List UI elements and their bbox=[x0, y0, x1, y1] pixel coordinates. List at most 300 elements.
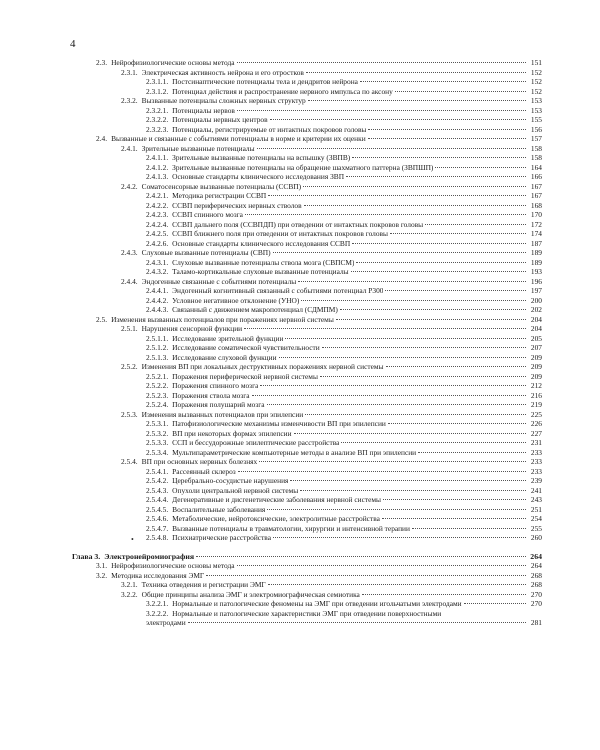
toc-entry-label bbox=[146, 448, 416, 458]
toc-entry-label bbox=[146, 467, 236, 477]
toc-entry-label bbox=[146, 372, 318, 382]
toc-entry-title: Таламо-кортикальные слуховые вызванные потенциалы bbox=[172, 267, 349, 276]
toc-entry-label bbox=[146, 229, 388, 239]
toc-entry-title: Зрительные вызванные потенциалы на обращение шахматного паттерна (ЗВПШП) bbox=[172, 162, 434, 172]
toc-entry bbox=[72, 239, 542, 249]
toc-entry bbox=[72, 353, 542, 363]
dot-leader bbox=[306, 72, 526, 73]
toc-entry-page: 233 bbox=[530, 457, 542, 466]
toc-entry-title: Зрительные вызванные потенциалы на вспышку (ЗВПВ) bbox=[172, 153, 351, 162]
toc-entry-page: 254 bbox=[530, 514, 542, 523]
dot-leader bbox=[360, 81, 526, 82]
toc-entry-number: 2.4. bbox=[96, 134, 108, 143]
dot-leader bbox=[425, 224, 526, 225]
dot-leader bbox=[308, 100, 526, 101]
toc-entry-label bbox=[121, 590, 360, 600]
toc-entry-title: Постсинаптические потенциалы тела и дендритов нейрона bbox=[172, 77, 358, 86]
dot-leader bbox=[196, 556, 526, 557]
dot-leader bbox=[356, 262, 526, 263]
dot-leader bbox=[188, 622, 526, 623]
toc-entry-number: 2.5.3.3. bbox=[146, 438, 169, 447]
toc-entry-page: 205 bbox=[530, 333, 542, 343]
toc-entry bbox=[72, 514, 542, 524]
toc-entry-title: Слуховые вызванные потенциалы ствола мозга (СВПСМ) bbox=[172, 257, 355, 267]
toc-entry-label bbox=[146, 618, 186, 628]
page-number: 4 bbox=[70, 38, 76, 50]
toc-entry-title: Поражения спинного мозга bbox=[172, 381, 259, 390]
toc-entry-label bbox=[121, 68, 304, 78]
toc-entry-number: 2.4.2.3. bbox=[146, 210, 169, 219]
toc-entry bbox=[72, 343, 542, 353]
toc-entry-label bbox=[146, 495, 381, 505]
dot-leader bbox=[268, 584, 526, 585]
toc-entry-page: 260 bbox=[530, 533, 542, 542]
toc-entry bbox=[72, 391, 542, 401]
dot-leader bbox=[257, 148, 526, 149]
toc-entry-number: 3.1. bbox=[96, 561, 108, 570]
toc-entry-page: 268 bbox=[530, 580, 542, 589]
toc-entry-label bbox=[146, 163, 433, 173]
toc-entry-title: Патофизиологические механизмы изменчивости ВП при эпилепсии bbox=[172, 419, 386, 428]
toc-entry-page: 264 bbox=[530, 551, 542, 561]
toc-entry-page: 264 bbox=[530, 561, 542, 570]
toc-entry-label bbox=[146, 87, 393, 97]
toc-entry-page: 207 bbox=[530, 343, 542, 352]
toc-entry-title: Рассеянный склероз bbox=[172, 466, 236, 476]
toc-entry-number: 2.5.4. bbox=[121, 457, 138, 466]
toc-entry-number: 2.5.4.4. bbox=[146, 495, 169, 504]
toc-entry-label bbox=[146, 220, 423, 230]
toc-entry-label bbox=[146, 334, 283, 344]
dot-leader bbox=[268, 195, 526, 196]
toc-entry-title: Исследование соматической чувствительности bbox=[172, 343, 320, 352]
toc-entry-title: ССП и бессудорожные эпилептические расстройства bbox=[172, 438, 340, 447]
toc-entry-number: 2.4.3. bbox=[121, 248, 138, 257]
dot-leader bbox=[245, 214, 526, 215]
toc-entry-number: 2.4.1.2. bbox=[146, 162, 169, 172]
toc-entry-number: 3.2.1. bbox=[121, 580, 138, 589]
toc-entry-page: 153 bbox=[530, 105, 542, 115]
toc-entry-page: 196 bbox=[530, 276, 542, 286]
toc-entry-number: 2.3.1.2. bbox=[146, 86, 169, 96]
dot-leader bbox=[346, 176, 526, 177]
toc-entry-label bbox=[121, 362, 384, 372]
toc-entry-number: 2.5.3.2. bbox=[146, 428, 169, 438]
toc-entry bbox=[72, 163, 542, 173]
toc-entry bbox=[72, 191, 542, 201]
toc-entry-title: Эндогенный когнитивный связанный с событиями потенциал Р300 bbox=[172, 286, 384, 295]
toc-entry-title: Метаболические, нейротоксические, электролитные расстройства bbox=[172, 514, 380, 523]
toc-entry-label bbox=[121, 248, 271, 258]
toc-entry-number: 2.5.2.2. bbox=[146, 381, 169, 390]
toc-entry-label bbox=[72, 552, 194, 562]
dot-leader bbox=[390, 233, 526, 234]
toc-entry-number: 2.5.4.7. bbox=[146, 523, 169, 533]
toc-entry-number: 2.4.2.1. bbox=[146, 191, 169, 200]
toc-entry-label bbox=[146, 438, 339, 448]
toc-entry bbox=[72, 106, 542, 116]
toc-entry-page: 200 bbox=[530, 295, 542, 305]
toc-entry bbox=[72, 58, 542, 68]
toc-entry bbox=[72, 505, 542, 515]
toc-entry bbox=[72, 561, 542, 571]
toc-entry-title: Методика регистрации ССВП bbox=[172, 191, 267, 200]
dot-leader bbox=[270, 119, 526, 120]
toc-entry bbox=[72, 77, 542, 87]
toc-entry-page: 209 bbox=[530, 362, 542, 371]
toc-entry-label bbox=[146, 172, 344, 182]
toc-entry-number: 2.4.2.5. bbox=[146, 229, 169, 238]
toc-entry-number: 2.4.1.3. bbox=[146, 172, 169, 181]
toc-entry-number: 2.5.3.1. bbox=[146, 419, 169, 428]
toc-entry-number: 2.4.2.4. bbox=[146, 219, 169, 229]
toc-entry bbox=[72, 486, 542, 496]
toc-entry-number: 2.4.3.2. bbox=[146, 267, 169, 276]
toc-entry bbox=[72, 457, 542, 467]
toc-entry-title: ССВП ближнего поля при отведении от интактных покровов головы bbox=[172, 229, 389, 238]
toc-entry-title: ССВП дальнего поля (ССВПДП) при отведении от интактных покровов головы bbox=[172, 219, 424, 229]
toc-entry-title: Соматосенсорные вызванные потенциалы (ССВП) bbox=[141, 181, 302, 191]
dot-leader bbox=[238, 471, 526, 472]
toc-entry-page: 204 bbox=[530, 324, 542, 333]
toc-entry-number: 2.3.1. bbox=[121, 67, 138, 77]
toc-entry-page: 157 bbox=[530, 134, 542, 143]
toc-entry-number: 2.3.2.3. bbox=[146, 124, 169, 134]
toc-entry-title: Слуховые вызванные потенциалы (СВП) bbox=[141, 248, 271, 257]
toc-entry bbox=[72, 410, 542, 420]
toc-entry-page: 270 bbox=[530, 599, 542, 608]
toc-entry bbox=[72, 400, 542, 410]
toc-entry-title: Воспалительные заболевания bbox=[172, 504, 266, 514]
dot-leader bbox=[244, 328, 526, 329]
dot-leader bbox=[303, 186, 526, 187]
toc-entry bbox=[72, 372, 542, 382]
toc-entry-number: 2.3.2. bbox=[121, 96, 138, 105]
toc-entry-page: 151 bbox=[530, 58, 542, 67]
toc-entry-page: 167 bbox=[530, 191, 542, 200]
toc-entry bbox=[72, 296, 542, 306]
toc-entry-page: 167 bbox=[530, 181, 542, 191]
toc-entry bbox=[72, 609, 542, 619]
toc-entry-label bbox=[146, 267, 349, 277]
toc-entry-page: 239 bbox=[530, 476, 542, 485]
toc-entry-number: 3.2.2. bbox=[121, 589, 138, 599]
toc-entry-label bbox=[146, 486, 298, 496]
toc-entry-title: электродами bbox=[146, 618, 186, 627]
toc-entry-number: 2.4.2.6. bbox=[146, 238, 169, 248]
toc-entry-title: Общие принципы анализа ЭМГ и электромиографическая семиотика bbox=[141, 589, 360, 599]
toc-entry-number: 2.5.3.4. bbox=[146, 447, 169, 457]
dot-leader bbox=[382, 518, 526, 519]
toc-entry-title: Вызванные потенциалы в травматологии, хирургии и интенсивной терапии bbox=[172, 523, 410, 533]
toc-entry-number: 2.3.1.1. bbox=[146, 77, 169, 86]
toc-entry-number: Глава 3. bbox=[72, 551, 101, 561]
toc-entry-page: 172 bbox=[530, 219, 542, 229]
dot-leader bbox=[304, 205, 526, 206]
stray-mark: • bbox=[131, 535, 134, 544]
dot-leader bbox=[352, 243, 526, 244]
dot-leader bbox=[383, 499, 526, 500]
toc-entry-label bbox=[146, 239, 350, 249]
toc-entry-number: 2.4.4.2. bbox=[146, 295, 169, 305]
toc-entry-title: Нарушения сенсорной функции bbox=[141, 324, 243, 333]
toc-entry-number: 2.5. bbox=[96, 314, 108, 324]
toc-entry-label bbox=[146, 153, 350, 163]
toc-entry-page: 156 bbox=[530, 124, 542, 134]
toc-entry-label bbox=[121, 277, 296, 287]
toc-entry-label bbox=[121, 144, 255, 154]
toc-entry-number: 2.4.4. bbox=[121, 276, 138, 286]
toc-entry-title: Зрительные вызванные потенциалы bbox=[141, 143, 255, 153]
toc-entry bbox=[72, 324, 542, 334]
toc-entry-page: 219 bbox=[530, 400, 542, 409]
toc-entry-number: 3.2.2.2. bbox=[146, 608, 169, 618]
toc-entry-number: 2.4.1. bbox=[121, 143, 138, 153]
toc-entry-title: Электронейромиография bbox=[104, 551, 195, 561]
dot-leader bbox=[305, 414, 526, 415]
toc-entry-label bbox=[146, 505, 265, 515]
dot-leader bbox=[300, 490, 526, 491]
toc-entry bbox=[72, 134, 542, 144]
toc-entry-title: Потенциалы нервных центров bbox=[172, 115, 268, 124]
toc-entry-title: Связанный с движением макропотенциал (СДМПМ) bbox=[172, 305, 338, 314]
toc-entry-label bbox=[146, 201, 302, 211]
toc-entry bbox=[72, 248, 542, 258]
toc-entry-label bbox=[146, 77, 358, 87]
toc-entry-title: Поражения полушарий мозга bbox=[172, 400, 265, 409]
toc-entry bbox=[72, 258, 542, 268]
toc-entry bbox=[72, 419, 542, 429]
toc-entry-number: 2.5.4.6. bbox=[146, 514, 169, 523]
toc-entry-page: 270 bbox=[530, 589, 542, 599]
toc-entry-page: 197 bbox=[530, 286, 542, 295]
toc-entry-page: 243 bbox=[530, 495, 542, 504]
dot-leader bbox=[279, 357, 526, 358]
toc-entry bbox=[72, 210, 542, 220]
toc-entry bbox=[72, 590, 542, 600]
toc-entry-page: 202 bbox=[530, 305, 542, 314]
dot-leader bbox=[368, 129, 526, 130]
dot-leader bbox=[260, 385, 526, 386]
dot-leader bbox=[285, 338, 526, 339]
toc-entry-title: Нормальные и патологические феномены на ЭМГ при отведении игольчатыми электродами bbox=[172, 599, 462, 608]
toc-entry-page: 152 bbox=[530, 77, 542, 86]
toc-entry bbox=[72, 580, 542, 590]
toc-entry-page: 216 bbox=[530, 390, 542, 400]
toc-entry-title: Электрическая активность нейрона и его отростков bbox=[141, 67, 304, 77]
toc-entry-title: Нейрофизиологические основы метода bbox=[111, 561, 235, 570]
toc-entry bbox=[72, 429, 542, 439]
dot-leader bbox=[336, 319, 526, 320]
toc-entry-page: 174 bbox=[530, 229, 542, 238]
toc-entry-number: 2.5.2.3. bbox=[146, 390, 169, 400]
toc-entry-title: Мультипараметрические компьютерные методы в анализе ВП при эпилепсии bbox=[172, 447, 417, 457]
toc-entry-label bbox=[146, 381, 258, 391]
toc-entry-page: 155 bbox=[530, 115, 542, 124]
toc-entry bbox=[72, 495, 542, 505]
toc-entry-number: 2.5.1.2. bbox=[146, 343, 169, 352]
toc-entry bbox=[72, 467, 542, 477]
toc-entry-page: 251 bbox=[530, 504, 542, 514]
toc-entry-title: Потенциалы, регистрируемые от интактных покровов головы bbox=[172, 124, 367, 134]
toc-entry-title: Вызванные потенциалы сложных нервных структур bbox=[141, 96, 306, 105]
toc-entry-number: 2.4.3.1. bbox=[146, 257, 169, 267]
toc-entry-title: Потенциал действия и распространение нервного импульса по аксону bbox=[172, 86, 393, 96]
toc-entry-number: 2.3.2.2. bbox=[146, 115, 169, 124]
toc-entry-page: 233 bbox=[530, 447, 542, 457]
toc-entry-page: 158 bbox=[530, 143, 542, 153]
toc-entry bbox=[72, 96, 542, 106]
toc-entry bbox=[72, 153, 542, 163]
dot-leader bbox=[252, 395, 526, 396]
toc-entry-label bbox=[121, 410, 303, 420]
toc-entry-title: Нормальные и патологические характеристики ЭМГ при отведении поверхностными bbox=[172, 608, 442, 618]
dot-leader bbox=[322, 347, 526, 348]
toc-entry-page: 231 bbox=[530, 438, 542, 447]
toc-entry-label bbox=[146, 476, 288, 486]
toc-entry-number: 2.4.4.3. bbox=[146, 305, 169, 314]
toc-entry bbox=[72, 68, 542, 78]
toc-entry-number: 2.5.2.4. bbox=[146, 400, 169, 409]
toc-entry bbox=[72, 571, 542, 581]
dot-leader bbox=[386, 366, 527, 367]
dot-leader bbox=[290, 480, 526, 481]
toc-entry-page: 152 bbox=[530, 86, 542, 96]
dot-leader bbox=[412, 528, 526, 529]
toc-entry bbox=[72, 220, 542, 230]
dot-leader bbox=[237, 565, 526, 566]
dot-leader bbox=[206, 575, 526, 576]
toc-entry-page: 255 bbox=[530, 523, 542, 533]
toc-entry-page: 227 bbox=[530, 428, 542, 438]
toc-entry-page: 281 bbox=[530, 618, 542, 627]
toc-entry bbox=[72, 172, 542, 182]
toc-entry-title: Изменения вызванных потенциалов при эпилепсии bbox=[141, 409, 304, 419]
toc-entry-number: 2.4.1.1. bbox=[146, 153, 169, 162]
toc-entry-number: 2.5.2.1. bbox=[146, 371, 169, 381]
toc-entry-page: 241 bbox=[530, 485, 542, 495]
toc-entry-title: Техника отведения и регистрации ЭМГ bbox=[141, 580, 266, 589]
dot-leader bbox=[294, 433, 526, 434]
dot-leader bbox=[341, 442, 526, 443]
toc-entry bbox=[72, 552, 542, 562]
toc-entry-title: Методика исследования ЭМГ bbox=[111, 570, 205, 580]
dot-leader bbox=[395, 91, 526, 92]
toc-entry-number: 2.4.2. bbox=[121, 181, 138, 191]
toc-entry-title: Дегенеративные и дисгенетические заболевания нервной системы bbox=[172, 495, 382, 504]
toc-entry-number: 2.3. bbox=[96, 58, 108, 67]
toc-entry-label bbox=[121, 457, 257, 467]
toc-entry-label bbox=[146, 419, 386, 429]
dot-leader bbox=[273, 537, 526, 538]
toc-entry-page: 204 bbox=[530, 314, 542, 324]
toc-entry bbox=[72, 448, 542, 458]
dot-leader bbox=[237, 110, 526, 111]
toc-entry-page: 212 bbox=[530, 381, 542, 390]
toc-entry-number: 2.5.4.5. bbox=[146, 504, 169, 514]
toc-entry-number: 2.5.1.3. bbox=[146, 352, 169, 362]
toc-entry-number: 2.5.3. bbox=[121, 409, 138, 419]
dot-leader bbox=[320, 376, 526, 377]
dot-leader bbox=[267, 404, 526, 405]
toc-entry bbox=[72, 182, 542, 192]
toc-entry-label bbox=[96, 134, 366, 144]
toc-entry-label bbox=[121, 580, 266, 590]
toc-entry-title: ВП при основных нервных болезнях bbox=[141, 457, 258, 466]
toc-entry-label bbox=[146, 353, 277, 363]
toc-entry-page: 209 bbox=[530, 352, 542, 362]
toc-entry-label bbox=[146, 305, 338, 315]
toc-entry-title: Поражения ствола мозга bbox=[172, 390, 250, 400]
toc-entry-number: 2.4.4.1. bbox=[146, 286, 169, 295]
toc-entry-page: 225 bbox=[530, 409, 542, 419]
toc-entry-label bbox=[146, 400, 265, 410]
toc-entry-label bbox=[146, 524, 410, 534]
toc-entry bbox=[72, 315, 542, 325]
toc-entry-label bbox=[121, 324, 242, 334]
toc-entry-title: Основные стандарты клинического исследования ССВП bbox=[172, 238, 351, 248]
toc-entry-label bbox=[146, 429, 292, 439]
toc-entry-label bbox=[146, 210, 243, 220]
toc-entry bbox=[72, 286, 542, 296]
toc-entry-label bbox=[146, 106, 235, 116]
toc-entry-page: 158 bbox=[530, 153, 542, 162]
toc-entry-number: 2.5.2. bbox=[121, 362, 138, 371]
toc-entry bbox=[72, 362, 542, 372]
table-of-contents bbox=[72, 58, 542, 628]
toc-entry-label bbox=[146, 609, 441, 619]
toc-entry-number: 2.5.4.3. bbox=[146, 485, 169, 495]
toc-entry bbox=[72, 334, 542, 344]
toc-entry-number: 2.5.4.8. bbox=[146, 533, 169, 542]
toc-entry-title: Церебрально-сосудистые нарушения bbox=[172, 476, 289, 485]
toc-entry-label bbox=[96, 315, 334, 325]
dot-leader bbox=[301, 300, 526, 301]
toc-entry-number: 3.2. bbox=[96, 570, 108, 580]
toc-entry-title: Изменения ВП при локальных деструктивных поражениях нервной системы bbox=[141, 362, 384, 371]
toc-entry-page: 164 bbox=[530, 162, 542, 172]
dot-leader bbox=[362, 594, 526, 595]
toc-entry-number: 3.2.2.1. bbox=[146, 599, 169, 608]
toc-entry-label bbox=[121, 182, 301, 192]
toc-entry-title: ССВП периферических нервных стволов bbox=[172, 200, 302, 210]
toc-entry-title: Условное негативное отклонение (УНО) bbox=[172, 295, 300, 305]
toc-entry-label bbox=[146, 286, 383, 296]
toc-entry-title: Изменения вызванных потенциалов при поражениях нервной системы bbox=[111, 314, 334, 324]
dot-leader bbox=[340, 309, 526, 310]
dot-leader bbox=[368, 138, 526, 139]
dot-leader bbox=[267, 509, 526, 510]
toc-entry-label bbox=[146, 391, 250, 401]
toc-entry-label bbox=[146, 258, 354, 268]
toc-entry-label bbox=[146, 296, 299, 306]
toc-entry-title: Вызванные и связанные с событиями потенциалы в норме и критерии их оценки bbox=[111, 134, 366, 143]
toc-entry bbox=[72, 305, 542, 315]
toc-entry-title: Основные стандарты клинического исследования ЗВП bbox=[172, 172, 345, 181]
dot-leader bbox=[259, 461, 526, 462]
toc-entry-label bbox=[96, 58, 235, 68]
toc-entry-page: 166 bbox=[530, 172, 542, 181]
toc-entry-title: ВП при некоторых формах эпилепсии bbox=[172, 428, 292, 438]
toc-entry-page: 209 bbox=[530, 371, 542, 381]
toc-entry-label bbox=[146, 115, 268, 125]
toc-entry-title: Поражения периферической нервной системы bbox=[172, 371, 318, 381]
toc-entry-title: Нейрофизиологические основы метода bbox=[111, 58, 235, 67]
dot-leader bbox=[273, 252, 526, 253]
toc-entry-label bbox=[146, 343, 320, 353]
toc-entry-number: 2.3.2.1. bbox=[146, 105, 169, 115]
toc-entry-number: 2.4.2.2. bbox=[146, 200, 169, 210]
